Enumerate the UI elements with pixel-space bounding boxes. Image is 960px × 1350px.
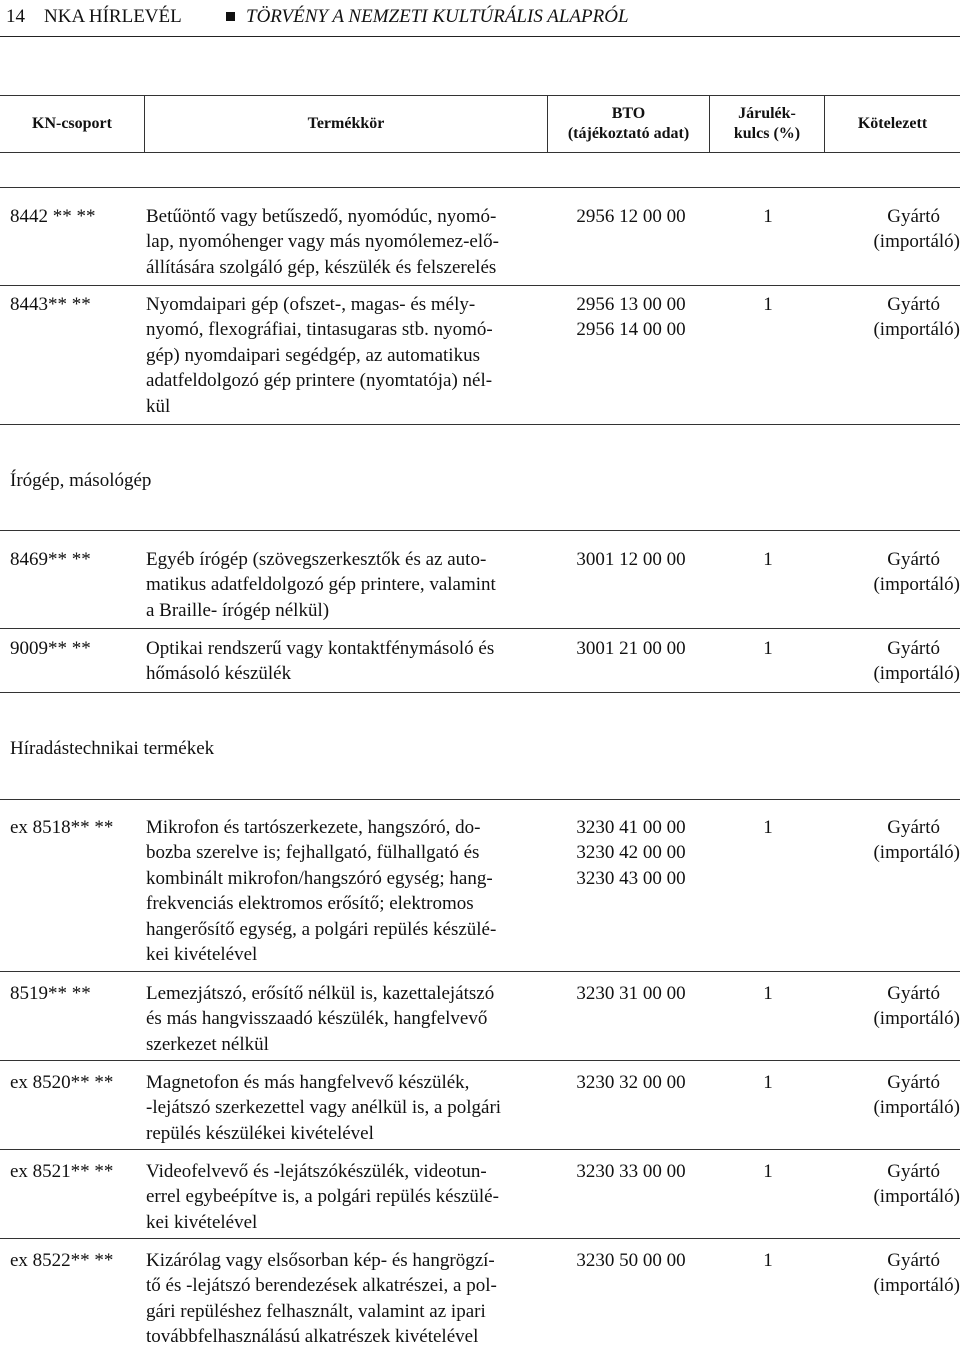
bto-code: 3230 50 00 00 [576, 1250, 686, 1271]
block-top-rule [0, 799, 960, 800]
header-bottom-rule [0, 152, 960, 153]
obliged-party: Gyártó (importáló) [873, 1072, 960, 1119]
column-header-product-range: Termékkör [145, 96, 548, 152]
rate-value: 1 [763, 206, 773, 227]
product-description: Betűöntő vagy betűszedő, nyomódúc, nyomó- lap, nyomóhenger vagy más nyomólemez-elő- állítására szolgáló gép, készülék és felszerelés [146, 206, 499, 278]
column-header-bto: BTO (tájékoztató adat) [548, 96, 710, 152]
column-header-obliged: Kötelezett [857, 115, 928, 132]
bto-code: 3230 33 00 00 [576, 1161, 686, 1182]
obliged-party: Gyártó (importáló) [873, 817, 960, 864]
product-description: Magnetofon és más hangfelvevő készülék, -lejátszó szerkezettel vagy anélkül is, a polgári repülés készülékei kivételével [146, 1072, 502, 1144]
running-head [0, 0, 960, 37]
product-description: Optikai rendszerű vagy kontaktfénymásoló és hőmásoló készülék [146, 638, 495, 685]
bto-code: 3230 31 00 00 [576, 983, 686, 1004]
row-divider [0, 1060, 960, 1061]
kn-code: 8443** ** [10, 294, 91, 315]
block-bottom-rule [0, 692, 960, 693]
bto-code: 2956 13 00 00 2956 14 00 00 [576, 294, 686, 341]
row-divider [0, 285, 960, 286]
rate-value: 1 [763, 549, 773, 570]
rate-value: 1 [763, 1161, 773, 1182]
kn-code: 9009** ** [10, 638, 91, 659]
obliged-party: Gyártó (importáló) [873, 1250, 960, 1297]
obliged-party: Gyártó (importáló) [873, 294, 960, 341]
product-description: Lemezjátszó, erősítő nélkül is, kazettalejátszó és más hangvisszaadó készülék, hangfelvevő szerkezet nélkül [146, 983, 495, 1055]
bto-code: 3001 12 00 00 [576, 549, 686, 570]
bto-code: 2956 12 00 00 [576, 206, 686, 227]
bto-code: 3230 41 00 00 3230 42 00 00 3230 43 00 00 [576, 817, 686, 889]
running-title: TÖRVÉNY A NEMZETI KULTÚRÁLIS ALAPRÓL [246, 6, 629, 27]
obliged-party: Gyártó (importáló) [873, 549, 960, 596]
rate-value: 1 [763, 294, 773, 315]
section-title: Írógép, másológép [10, 470, 152, 491]
row-divider [0, 628, 960, 629]
row-divider [0, 1149, 960, 1150]
kn-code: ex 8520** ** [10, 1072, 114, 1093]
bto-code: 3230 32 00 00 [576, 1072, 686, 1093]
kn-code: 8519** ** [10, 983, 91, 1004]
column-header-rate: Járulék- kulcs (%) [710, 96, 825, 152]
row-divider [0, 971, 960, 972]
kn-code: ex 8518** ** [10, 817, 114, 838]
square-bullet-icon [226, 12, 235, 21]
rate-value: 1 [763, 638, 773, 659]
block-top-rule [0, 187, 960, 188]
block-top-rule [0, 530, 960, 531]
block-bottom-rule [0, 424, 960, 425]
product-description: Kizárólag vagy elsősorban kép- és hangrögzí- tő és -lejátszó berendezések alkatrészei, a pol- gári repüléshez felhasznált, valamint az ipari továbbfelhasználású alkatrészek kivételével [146, 1250, 497, 1348]
kn-code: 8469** ** [10, 549, 91, 570]
product-description: Videofelvevő és -lejátszókészülék, videotun- errel egybeépítve is, a polgári repülés készülé- kei kivételével [146, 1161, 499, 1233]
column-header-kn-group: KN-csoport [0, 96, 145, 152]
kn-code: ex 8521** ** [10, 1161, 114, 1182]
kn-code: 8442 ** ** [10, 206, 96, 227]
obliged-party: Gyártó (importáló) [873, 206, 960, 253]
section-title: Híradástechnikai termékek [10, 738, 215, 759]
rate-value: 1 [763, 817, 773, 838]
rate-value: 1 [763, 983, 773, 1004]
product-description: Mikrofon és tartószerkezete, hangszóró, do- bozba szerelve is; fejhallgató, fülhallgató és kombinált mikrofon/hangszóró egység; hang- frekvenciás elektromos erősítő; elektromos hangerősítő egység, a polgári repülés készülé- kei kivételével [146, 817, 497, 966]
kn-code: ex 8522** ** [10, 1250, 114, 1271]
obliged-party: Gyártó (importáló) [873, 1161, 960, 1208]
publication-name: NKA HÍRLEVÉL [44, 6, 182, 27]
row-divider [0, 1238, 960, 1239]
page-number: 14 [6, 6, 25, 27]
obliged-party: Gyártó (importáló) [873, 638, 960, 685]
bto-code: 3001 21 00 00 [576, 638, 686, 659]
rate-value: 1 [763, 1250, 773, 1271]
rate-value: 1 [763, 1072, 773, 1093]
obliged-party: Gyártó (importáló) [873, 983, 960, 1030]
product-description: Egyéb írógép (szövegszerkesztők és az auto- matikus adatfeldolgozó gép printere, valamint a Braille- írógép nélkül) [146, 549, 496, 621]
product-description: Nyomdaipari gép (ofszet-, magas- és mély- nyomó, flexográfiai, tintasugaras stb. nyomó- gép) nyomdaipari segédgép, az automatikus adatfeldolgozó gép printere (nyomtatója) nél- kül [146, 294, 493, 417]
